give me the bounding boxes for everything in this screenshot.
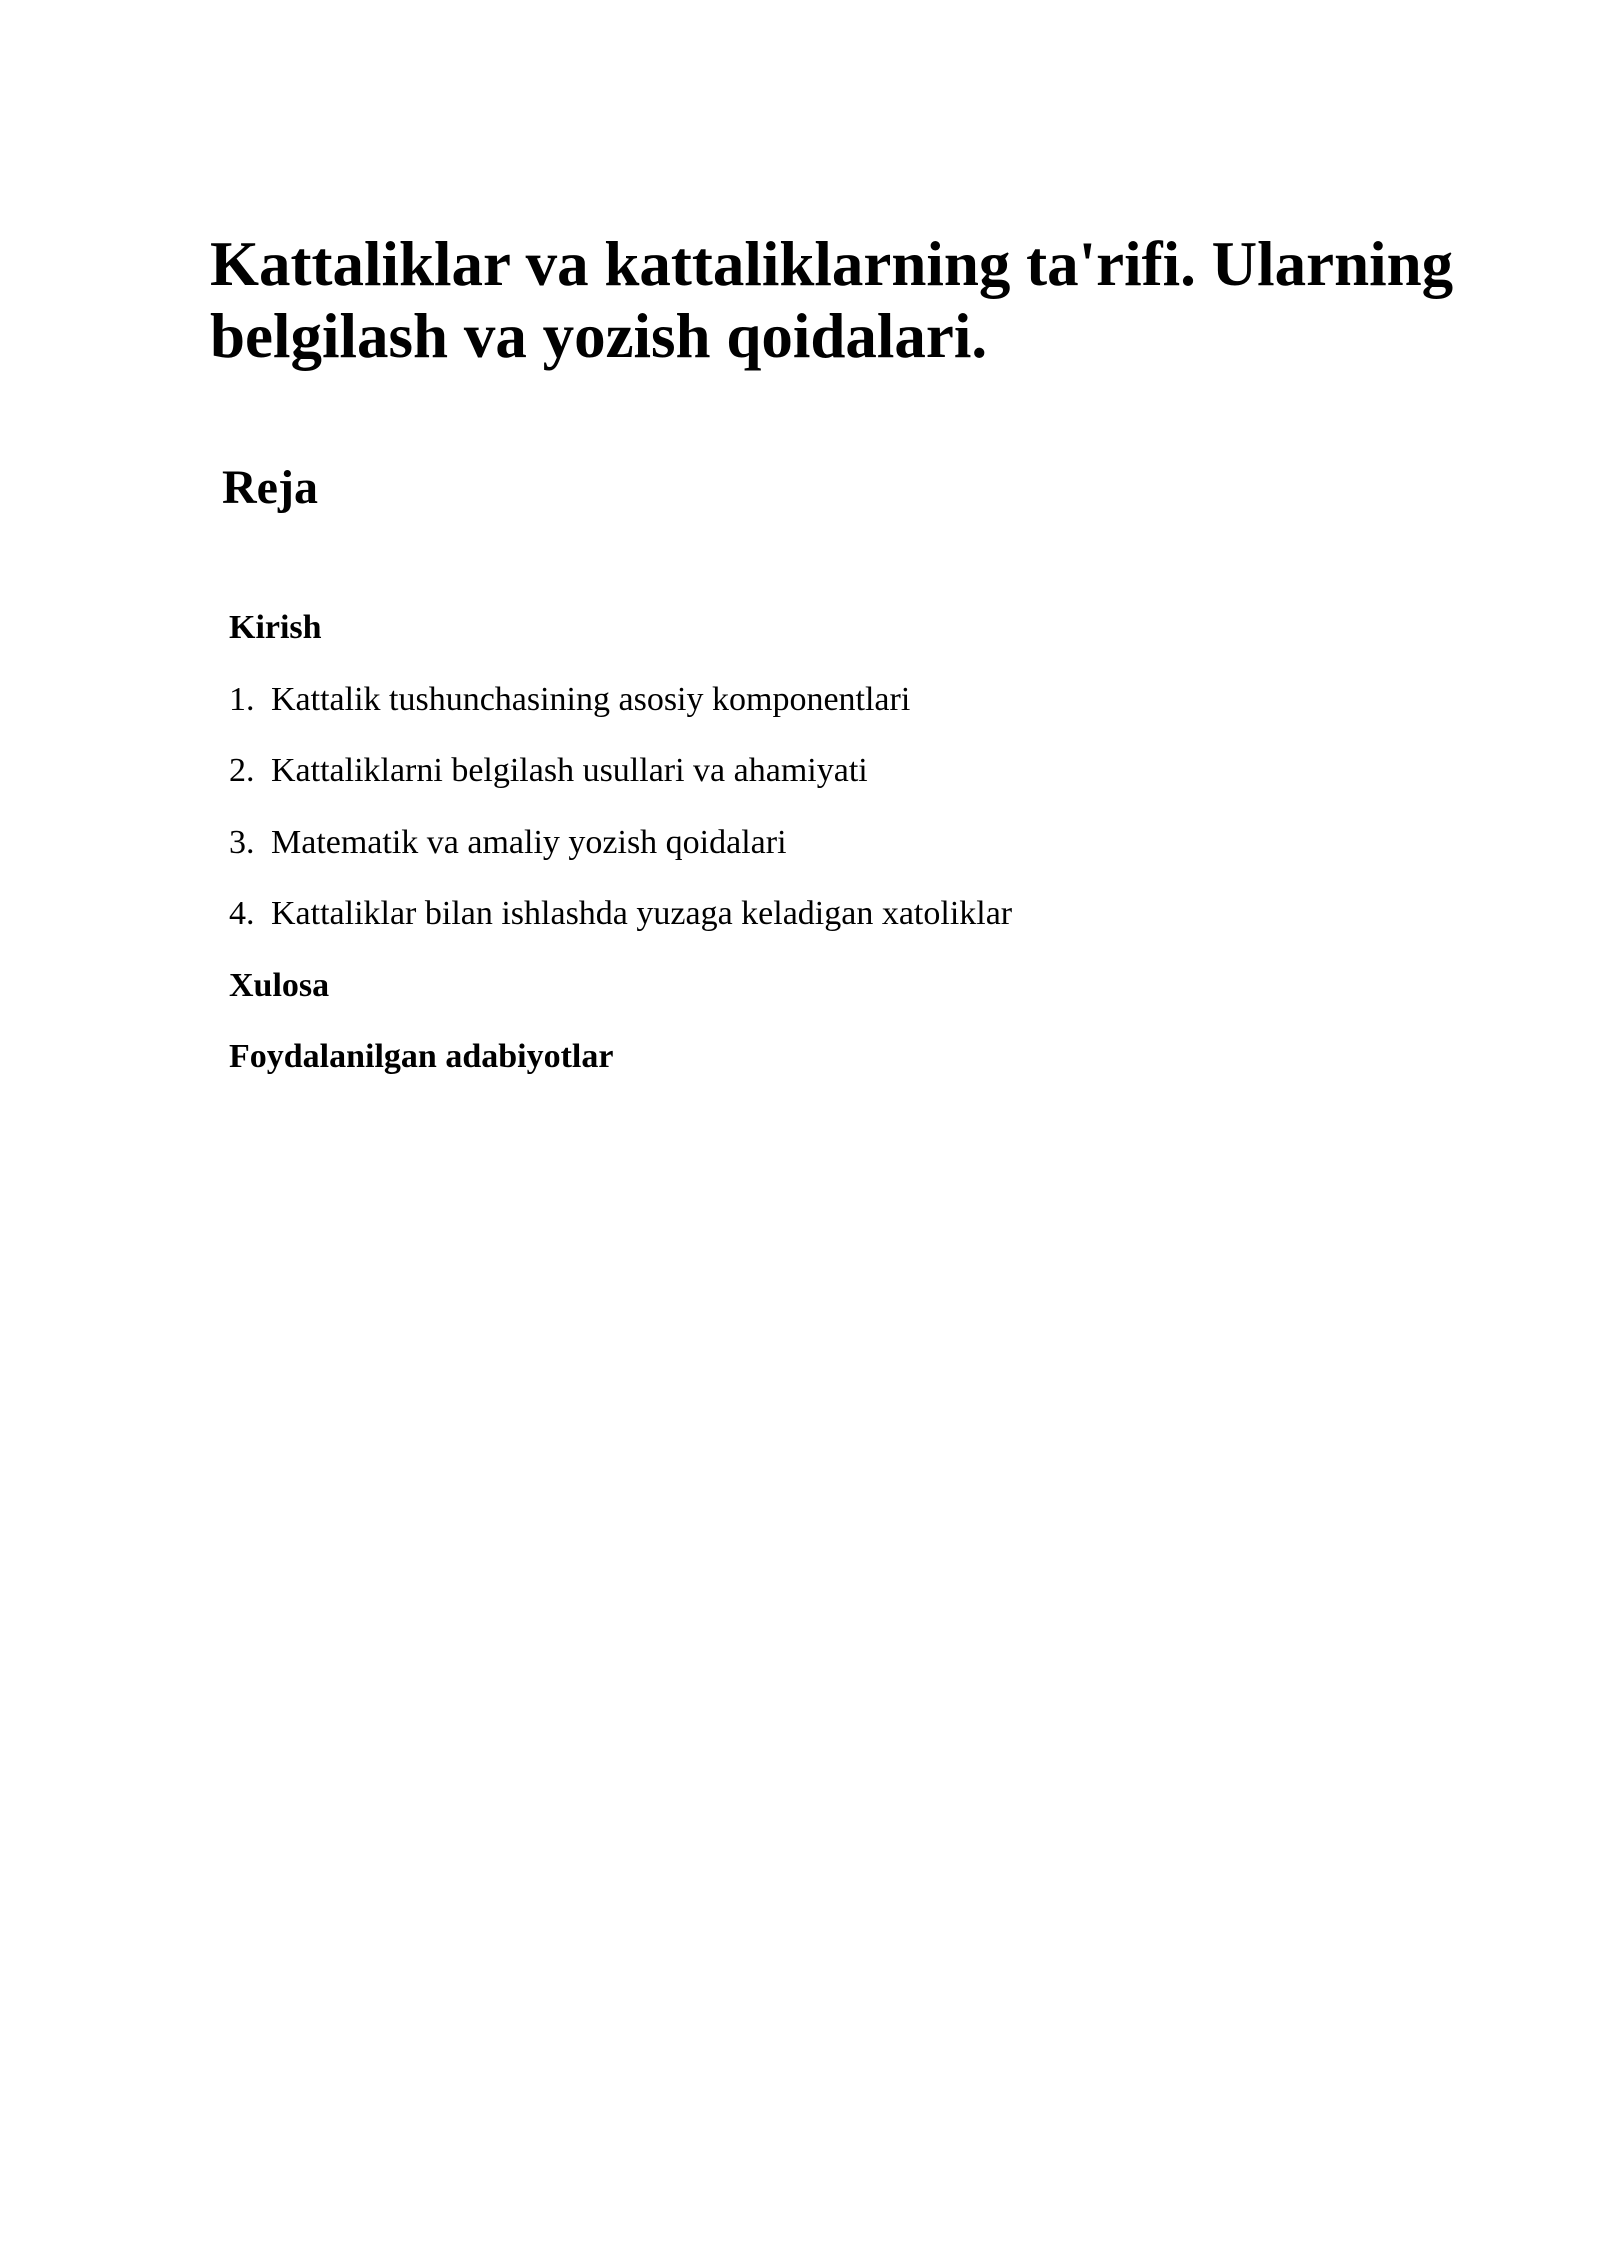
plan-item-4 [229, 888, 1479, 960]
plan-item-3 [229, 817, 1479, 889]
plan-intro: Kirish [229, 609, 322, 646]
plan-item-1 [229, 674, 1479, 746]
plan-item-number: 1. [229, 680, 255, 718]
plan-conclusion: Xulosa [229, 966, 330, 1004]
plan-heading: Reja [222, 461, 318, 514]
plan-list [229, 602, 1479, 1103]
plan-item-text: Kattaliklar bilan ishlashda yuzaga keladigan xatoliklar [271, 895, 1013, 932]
plan-item-number: 4. [229, 895, 255, 932]
plan-item-text: Kattalik tushunchasining asosiy komponentlari [271, 680, 911, 718]
plan-item-text: Kattaliklarni belgilash usullari va ahamiyati [271, 752, 868, 789]
plan-item-2 [229, 745, 1479, 817]
plan-item-number: 2. [229, 752, 255, 789]
document-title: Kattaliklar va kattaliklarning ta'rifi. Ularning belgilash va yozish qoidalari. [210, 229, 1454, 371]
plan-references: Foydalanilgan adabiyotlar [229, 1038, 614, 1075]
plan-item-text: Matematik va amaliy yozish qoidalari [271, 823, 787, 861]
plan-item-number: 3. [229, 823, 255, 861]
